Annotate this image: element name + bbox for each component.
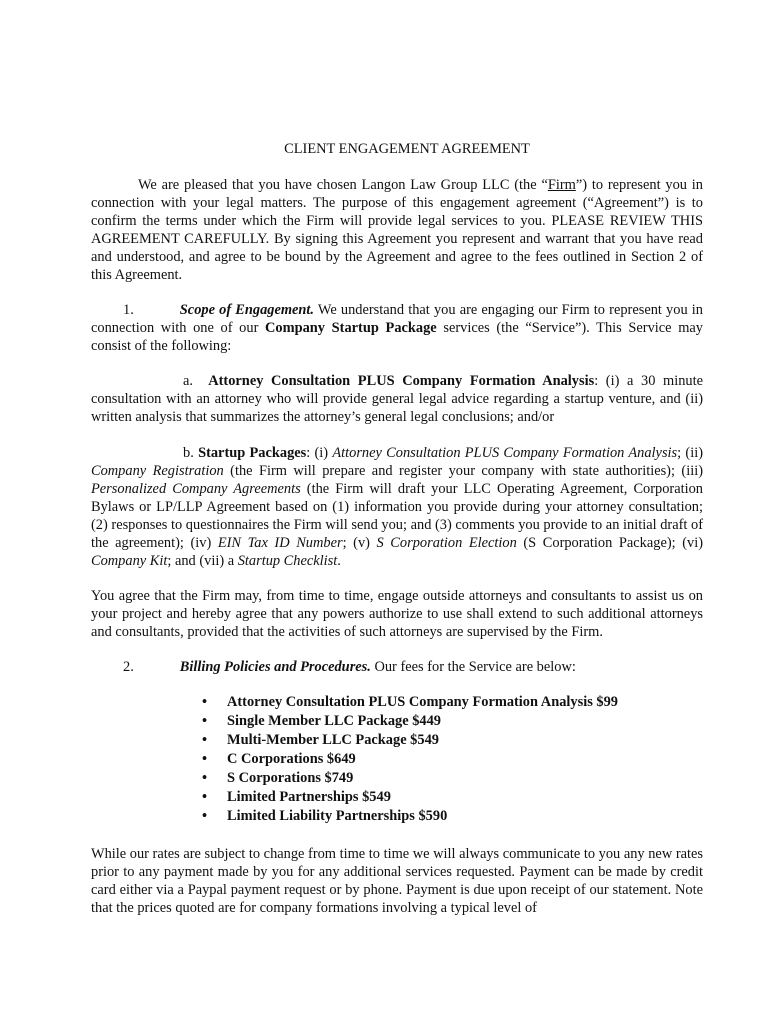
- item-b-italic: Personalized Company Agreements: [91, 481, 301, 497]
- item-b-text: .: [337, 553, 341, 569]
- item-b-italic: Startup Checklist: [237, 553, 338, 569]
- item-b-text: (S Corporation Package); (vi): [516, 535, 703, 551]
- billing-text: Our fees for the Service are below:: [370, 659, 576, 675]
- section-2-heading: Billing Policies and Procedures.: [179, 659, 371, 675]
- intro-paragraph: [91, 176, 703, 284]
- section-1-number: 1.: [123, 302, 134, 318]
- item-a-heading: Attorney Consultation PLUS Company Formation Analysis: [208, 373, 595, 389]
- fee-item: • S Corporations $749: [200, 769, 618, 788]
- billing-paragraph: [91, 658, 703, 676]
- startup-package-name: Company Startup Package: [265, 320, 437, 336]
- item-b-text: (the Firm will draft your LLC Operating Agreement, Corporation Bylaws or LP/LLP Agreement based on (1) information you provide during your attorney consultation; (2) responses to questionnaires the Firm will send you; and (3) comments you provide to an initial draft of the agreement); (iv): [91, 481, 703, 551]
- fee-item: • C Corporations $649: [200, 750, 618, 769]
- item-b-italic: EIN Tax ID Number: [217, 535, 343, 551]
- item-a-letter: a.: [183, 373, 193, 389]
- scope-text-1: We understand that you are engaging our Firm to represent you in connection with one of our: [91, 302, 703, 336]
- item-b-text: : (i): [306, 445, 333, 461]
- intro-text-1: We are pleased that you have chosen Langon Law Group LLC (the “: [138, 177, 548, 193]
- section-1-heading: Scope of Engagement.: [179, 302, 315, 318]
- rates-paragraph: While our rates are subject to change from time to time we will always communicate to you any new rates prior to any payment made by you for any additional services requested. Payment can be made by credit card either via a Paypal payment request or by phone. Payment is due upon receipt of our statement. Note that the prices quoted are for company formations involving a typical level of: [91, 846, 703, 916]
- fee-item: • Single Member LLC Package $449: [200, 712, 618, 731]
- fee-item: • Multi-Member LLC Package $549: [200, 731, 618, 750]
- section-2-number: 2.: [123, 659, 134, 675]
- item-b-letter: b.: [183, 445, 194, 461]
- item-b-italic: S Corporation Election: [376, 535, 517, 551]
- firm-term: Firm: [547, 177, 576, 193]
- scope-text-2: services (the “Service”). This Service may consist of the following:: [91, 320, 704, 354]
- fee-item: • Attorney Consultation PLUS Company Formation Analysis $99: [200, 693, 618, 712]
- fee-item: • Limited Liability Partnerships $590: [200, 807, 618, 826]
- item-b-italic: Company Registration: [91, 463, 224, 479]
- fee-list: [200, 693, 618, 826]
- intro-text-2: ”) to represent you in connection with your legal matters. The purpose of this engagement agreement (“Agreement”) is to confirm the terms under which the Firm will provide legal services to you. PLEASE REVIEW THIS AGREEMENT CAREFULLY. By signing this Agreement you represent and warrant that you have read and understood, and agree to be bound by the Agreement and agree to the fees outlined in Section 2 of this Agreement.: [91, 177, 703, 283]
- fee-item: • Limited Partnerships $549: [200, 788, 618, 807]
- scope-paragraph: [91, 301, 703, 355]
- item-a-text: : (i) a 30 minute consultation with an attorney who will provide general legal advice regarding a startup venture, and (ii) written analysis that summarizes the attorney’s general legal conclusions; and/or: [91, 373, 704, 425]
- document-title: CLIENT ENGAGEMENT AGREEMENT: [284, 141, 530, 157]
- item-b-text: ; (ii): [677, 445, 703, 461]
- item-b-italic: Attorney Consultation PLUS Company Formation Analysis: [332, 445, 678, 461]
- item-b-paragraph: [91, 444, 703, 570]
- item-b-heading: Startup Packages: [198, 445, 307, 461]
- item-b-italic: Company Kit: [91, 553, 168, 569]
- item-b-text: (the Firm will prepare and register your company with state authorities); (iii): [223, 463, 703, 479]
- item-b-text: ; (v): [342, 535, 377, 551]
- item-b-text: ; and (vii) a: [167, 553, 238, 569]
- outside-counsel-paragraph: You agree that the Firm may, from time to time, engage outside attorneys and consultants to assist us on your project and hereby agree that any powers authorize to use shall extend to such additional attorneys and consultants, provided that the activities of such attorneys are supervised by the Firm.: [91, 588, 703, 640]
- item-a-paragraph: [91, 372, 703, 426]
